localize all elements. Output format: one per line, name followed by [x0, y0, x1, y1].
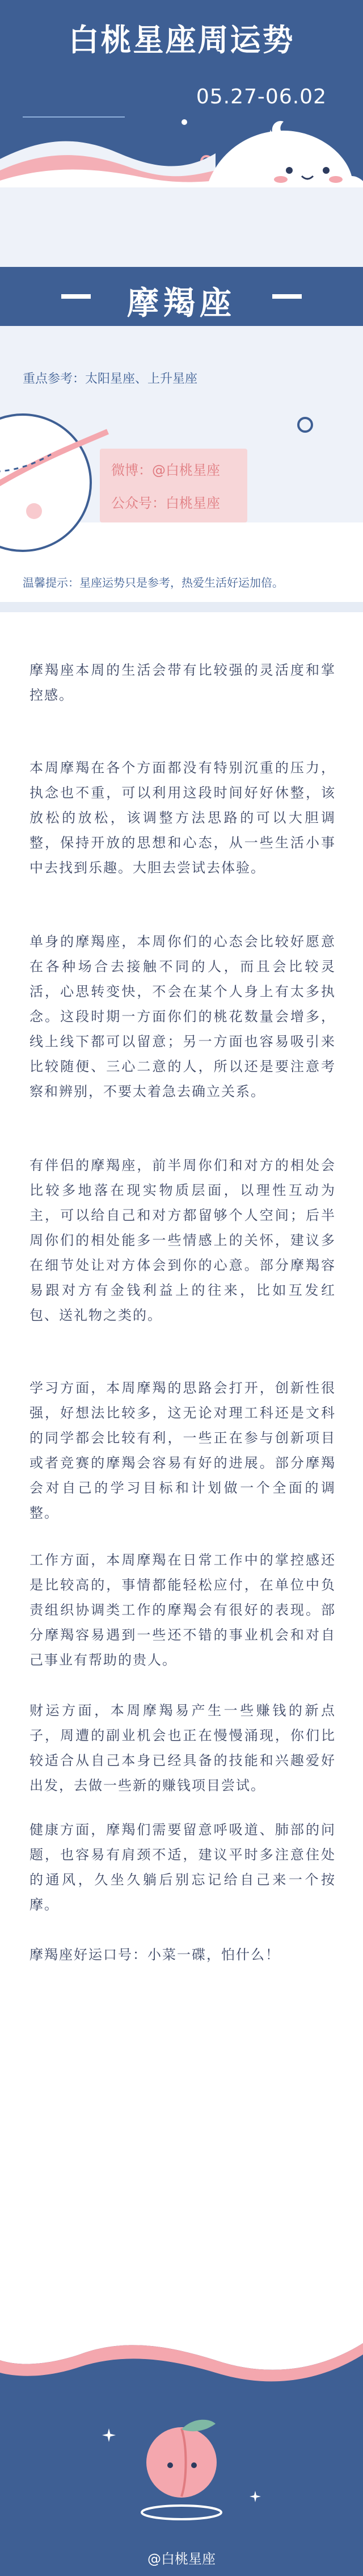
lucky-slogan: 摩羯座好运口号：小菜一碟，怕什么！	[29, 1947, 280, 1963]
overview-paragraph: 本周摩羯在各个方面都没有特别沉重的压力，执念也不重，可以利用这段时间好好休整，该放松的放松，该调整方法思路的可以大胆调整，保持开放的思想和心态，从一些生活小事中去找到乐趣。大胆去尝试去体验。	[29, 760, 336, 876]
reference-note: 重点参考：太阳星座、上升星座	[23, 372, 198, 386]
wealth-paragraph: 财运方面，本周摩羯易产生一些赚钱的新点子，周遭的副业机会也正在慢慢涌现，你们比较适合从自己本身已经具备的技能和兴趣爱好出发，去做一些新的赚钱项目尝试。	[29, 1703, 336, 1793]
ring-icon	[295, 415, 315, 435]
section-divider	[0, 602, 363, 612]
tip-note: 温馨提示：星座运势只是参考，热爱生活好运加倍。	[23, 576, 284, 589]
footer-banner	[0, 2320, 363, 2576]
health-paragraph: 健康方面，摩羯们需要留意呼吸道、肺部的问题，也容易有肩颈不适，建议平时多注意住处的通风，久坐久躺后别忘记给自己来一个按摩。	[29, 1822, 336, 1913]
couple-love-paragraph: 有伴侣的摩羯座，前半周你们和对方的相处会比较多地落在现实物质层面，以理性互动为主，可以给自己和对方都留够个人空间；后半周你们的相处能多一些情感上的关怀，建议多在细节处让对方体会到你的心意。部分摩羯容易跟对方有金钱利益上的往来，比如互发红包、送礼物之类的。	[29, 1157, 336, 1323]
intro-paragraph: 摩羯座本周的生活会带有比较强的灵活度和掌控感。	[29, 662, 336, 703]
peach-mascot-icon	[130, 2411, 233, 2525]
wechat-handle: 公众号：白桃星座	[111, 495, 220, 511]
sign-banner	[0, 267, 363, 326]
cloud-mascot-icon	[204, 119, 363, 193]
work-paragraph: 工作方面，本周摩羯在日常工作中的掌控感还是比较高的，事情都能轻松应付，在单位中负责组织协调类工作的摩羯会有很好的表现。部分摩羯容易遇到一些还不错的事业机会和对自己事业有帮助的贵人。	[29, 1552, 336, 1668]
sign-name: 摩羯座	[127, 285, 236, 322]
footer-credit: @白桃星座	[147, 2551, 216, 2567]
weibo-handle: 微博：@白桃星座	[111, 462, 220, 478]
footer-sparkle-icon-2	[250, 2491, 261, 2502]
footer-wave-decoration	[0, 2320, 363, 2400]
single-love-paragraph: 单身的摩羯座，本周你们的心态会比较好愿意在各种场合去接触不同的人，而且会比较灵活，心思转变快，不会在某个人身上有太多执念。这段时期一方面你们的桃花数量会增多，线上线下都可以留意；另一方面也容易吸引来比较随便、三心二意的人，所以还是要注意考察和辨别，不要太着急去确立关系。	[29, 934, 336, 1099]
footer-sparkle-icon	[102, 2428, 116, 2442]
page-title: 白桃星座周运势	[68, 22, 295, 58]
study-paragraph: 学习方面，本周摩羯的思路会打开，创新性很强，好想法比较多，这无论对理工科还是文科的同学都会比较有利，一些正在参与创新项目或者竞赛的摩羯会容易有好的进展。部分摩羯会对自己的学习目标和计划做一个全面的调整。	[29, 1380, 336, 1521]
sign-dash-right	[272, 294, 302, 299]
planet-icon	[0, 398, 113, 568]
header-banner	[0, 0, 363, 193]
date-range: 05.27-06.02	[196, 85, 327, 108]
